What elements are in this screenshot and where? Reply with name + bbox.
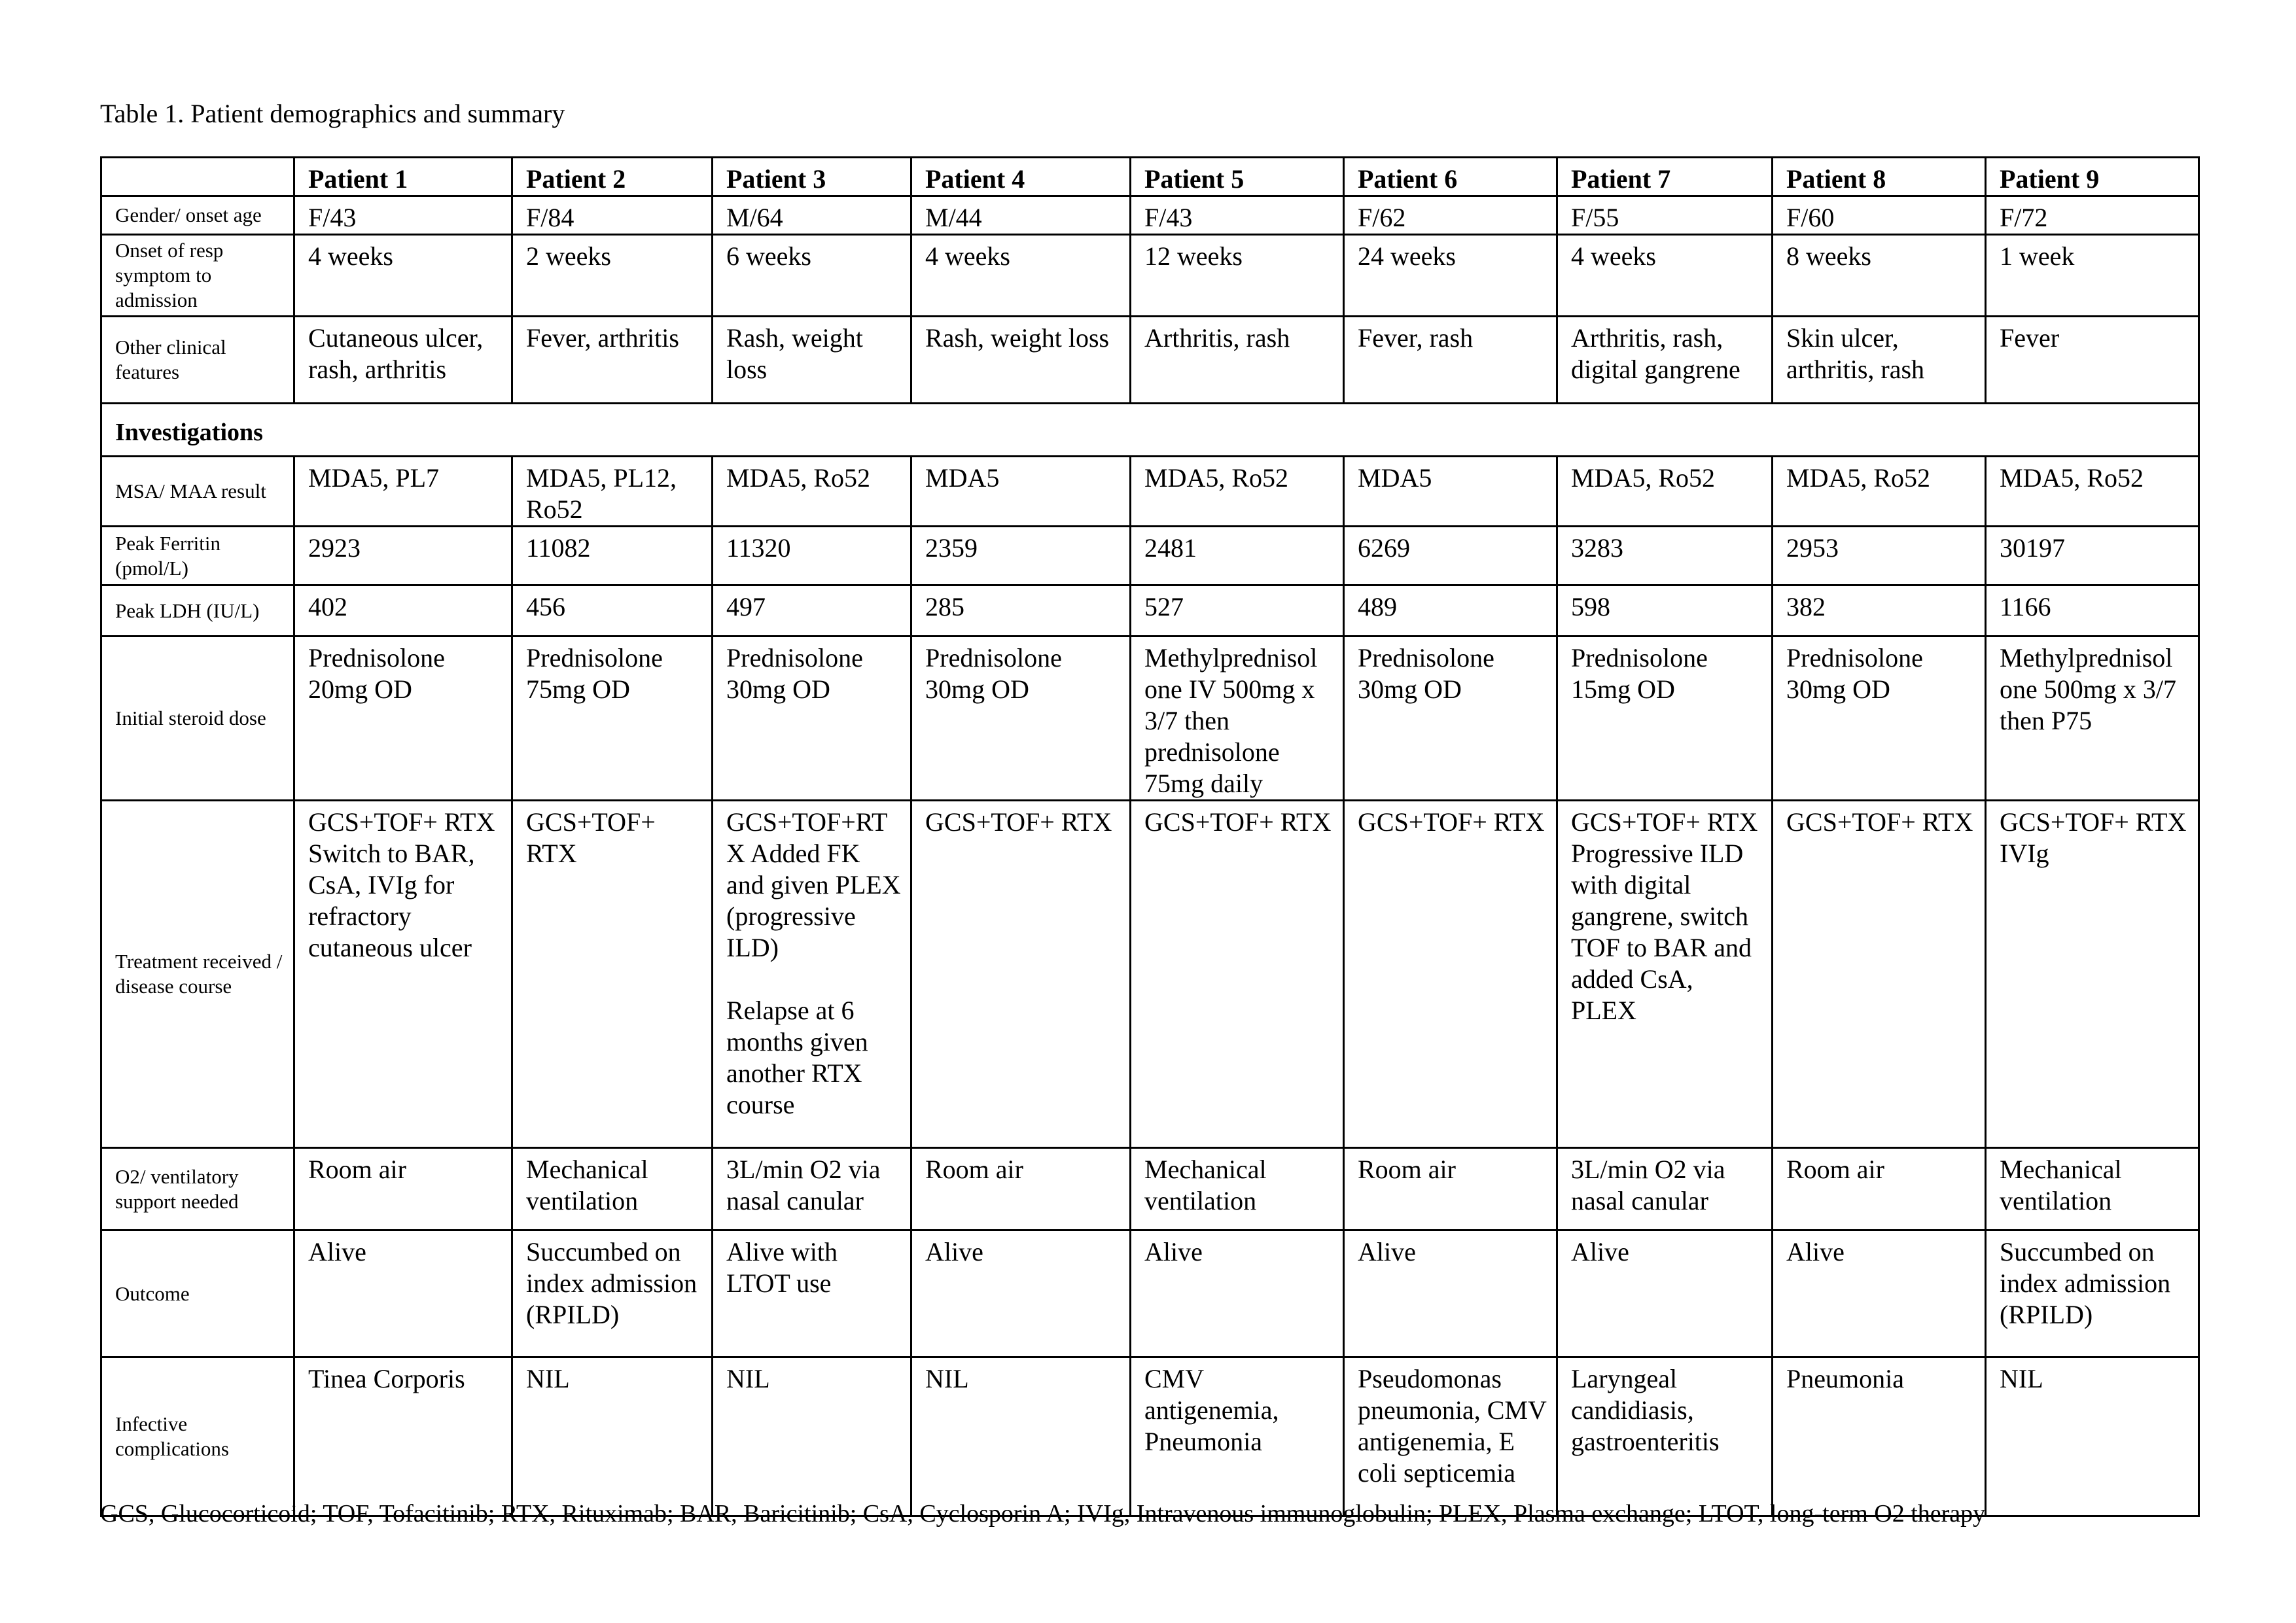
table-cell: Alive <box>1557 1230 1773 1357</box>
table-cell: 456 <box>512 585 713 637</box>
section-row <box>101 404 2199 457</box>
table-cell: Alive with LTOT use <box>713 1230 911 1357</box>
table-cell: GCS+TOF+ RTX <box>512 801 713 1148</box>
table-cell: MDA5, PL7 <box>294 457 512 527</box>
row-label: Treatment received / disease course <box>101 801 294 1148</box>
header-cell-patient-8: Patient 8 <box>1773 158 1986 196</box>
row-label: Initial steroid dose <box>101 637 294 801</box>
table-cell: 2359 <box>911 527 1131 585</box>
table-cell: 598 <box>1557 585 1773 637</box>
row-label: Peak LDH (IU/L) <box>101 585 294 637</box>
table-cell: 4 weeks <box>1557 235 1773 317</box>
table-cell: MDA5 <box>1344 457 1557 527</box>
table-cell: NIL <box>1986 1357 2199 1516</box>
row-label: Infective complications <box>101 1357 294 1516</box>
table-cell: Methylprednisol one IV 500mg x 3/7 then prednisolone 75mg daily <box>1131 637 1344 801</box>
table-footnote: GCS, Glucocorticoid; TOF, Tofacitinib; RTX, Rituximab; BAR, Baricitinib; CsA, Cyclosporin A; IVIg, Intravenous immunoglobulin; PLEX, Plasma exchange; LTOT, long-term O2 therapy <box>100 1500 1986 1527</box>
table-row <box>101 585 2199 637</box>
table-cell: NIL <box>512 1357 713 1516</box>
table-cell: 1 week <box>1986 235 2199 317</box>
table-cell: NIL <box>713 1357 911 1516</box>
table-cell: GCS+TOF+ RTX Switch to BAR, CsA, IVIg for refractory cutaneous ulcer <box>294 801 512 1148</box>
table-cell: F/72 <box>1986 196 2199 235</box>
table-cell: Fever, rash <box>1344 317 1557 404</box>
header-cell-patient-9: Patient 9 <box>1986 158 2199 196</box>
table-cell: Prednisolone 30mg OD <box>713 637 911 801</box>
table-row <box>101 1230 2199 1357</box>
table-cell: F/62 <box>1344 196 1557 235</box>
row-label: Peak Ferritin (pmol/L) <box>101 527 294 585</box>
table-cell: Pseudomonas pneumonia, CMV antigenemia, E coli septicemia <box>1344 1357 1557 1516</box>
table-row <box>101 637 2199 801</box>
table-cell: 527 <box>1131 585 1344 637</box>
table-cell: Rash, weight loss <box>911 317 1131 404</box>
table-cell: Rash, weight loss <box>713 317 911 404</box>
table-cell: Alive <box>1773 1230 1986 1357</box>
table-cell: Methylprednisol one 500mg x 3/7 then P75 <box>1986 637 2199 801</box>
row-label: O2/ ventilatory support needed <box>101 1148 294 1230</box>
table-cell: 12 weeks <box>1131 235 1344 317</box>
table-cell: Succumbed on index admission (RPILD) <box>1986 1230 2199 1357</box>
table-cell: 24 weeks <box>1344 235 1557 317</box>
table-cell: GCS+TOF+ RTX <box>1344 801 1557 1148</box>
table-cell: GCS+TOF+ RTX <box>1131 801 1344 1148</box>
table-cell: Room air <box>294 1148 512 1230</box>
table-cell: 2953 <box>1773 527 1986 585</box>
table-cell: Room air <box>911 1148 1131 1230</box>
table-cell: Alive <box>294 1230 512 1357</box>
patient-summary-table <box>100 156 2200 1517</box>
section-heading: Investigations <box>101 404 2199 457</box>
table-cell: GCS+TOF+ RTX <box>1773 801 1986 1148</box>
table-cell: 382 <box>1773 585 1986 637</box>
table-cell: 2923 <box>294 527 512 585</box>
table-cell: M/44 <box>911 196 1131 235</box>
table-cell: Room air <box>1344 1148 1557 1230</box>
table-cell: Fever, arthritis <box>512 317 713 404</box>
table-cell: CMV antigenemia, Pneumonia <box>1131 1357 1344 1516</box>
table-cell: GCS+TOF+RT X Added FK and given PLEX (progressive ILD) Relapse at 6 months given another RTX course <box>713 801 911 1148</box>
table-cell: Alive <box>1131 1230 1344 1357</box>
header-row <box>101 158 2199 196</box>
table-cell: GCS+TOF+ RTX Progressive ILD with digital gangrene, switch TOF to BAR and added CsA, PLEX <box>1557 801 1773 1148</box>
table-row <box>101 235 2199 317</box>
table-cell: MDA5 <box>911 457 1131 527</box>
table-cell: 2481 <box>1131 527 1344 585</box>
table-cell: M/64 <box>713 196 911 235</box>
table-cell: F/55 <box>1557 196 1773 235</box>
table-cell: MDA5, Ro52 <box>1131 457 1344 527</box>
table-row <box>101 1148 2199 1230</box>
table-cell: Pneumonia <box>1773 1357 1986 1516</box>
header-cell-patient-4: Patient 4 <box>911 158 1131 196</box>
header-cell-patient-7: Patient 7 <box>1557 158 1773 196</box>
table-cell: MDA5, Ro52 <box>1557 457 1773 527</box>
table-cell: 497 <box>713 585 911 637</box>
table-cell: GCS+TOF+ RTX IVIg <box>1986 801 2199 1148</box>
table-cell: MDA5, Ro52 <box>1773 457 1986 527</box>
table-cell: 3L/min O2 via nasal canular <box>713 1148 911 1230</box>
table-cell: Laryngeal candidiasis, gastroenteritis <box>1557 1357 1773 1516</box>
header-corner-cell <box>101 158 294 196</box>
table-cell: Arthritis, rash, digital gangrene <box>1557 317 1773 404</box>
table-cell: 6269 <box>1344 527 1557 585</box>
table-row <box>101 196 2199 235</box>
table-cell: F/43 <box>294 196 512 235</box>
table-cell: Fever <box>1986 317 2199 404</box>
table-caption: Table 1. Patient demographics and summary <box>100 99 565 128</box>
table-cell: Cutaneous ulcer, rash, arthritis <box>294 317 512 404</box>
table-cell: 30197 <box>1986 527 2199 585</box>
table-cell: Prednisolone 15mg OD <box>1557 637 1773 801</box>
table-cell: Prednisolone 75mg OD <box>512 637 713 801</box>
table-cell: F/43 <box>1131 196 1344 235</box>
table-cell: Skin ulcer, arthritis, rash <box>1773 317 1986 404</box>
table-cell: 4 weeks <box>294 235 512 317</box>
table-cell: Prednisolone 30mg OD <box>1773 637 1986 801</box>
table-cell: 4 weeks <box>911 235 1131 317</box>
header-cell-patient-3: Patient 3 <box>713 158 911 196</box>
table-cell: Prednisolone 30mg OD <box>1344 637 1557 801</box>
table-cell: Mechanical ventilation <box>1131 1148 1344 1230</box>
table-cell: 402 <box>294 585 512 637</box>
table-cell: 6 weeks <box>713 235 911 317</box>
table-cell: 11320 <box>713 527 911 585</box>
table-cell: Mechanical ventilation <box>512 1148 713 1230</box>
header-cell-patient-6: Patient 6 <box>1344 158 1557 196</box>
row-label: Gender/ onset age <box>101 196 294 235</box>
table-row <box>101 317 2199 404</box>
table-row <box>101 527 2199 585</box>
table-cell: 489 <box>1344 585 1557 637</box>
header-cell-patient-2: Patient 2 <box>512 158 713 196</box>
row-label: Onset of resp symptom to admission <box>101 235 294 317</box>
table-cell: GCS+TOF+ RTX <box>911 801 1131 1148</box>
table-cell: Tinea Corporis <box>294 1357 512 1516</box>
header-cell-patient-1: Patient 1 <box>294 158 512 196</box>
table-cell: Prednisolone 30mg OD <box>911 637 1131 801</box>
table-cell: 3L/min O2 via nasal canular <box>1557 1148 1773 1230</box>
header-cell-patient-5: Patient 5 <box>1131 158 1344 196</box>
table-cell: Mechanical ventilation <box>1986 1148 2199 1230</box>
table-row <box>101 457 2199 527</box>
table-cell: Alive <box>1344 1230 1557 1357</box>
table-cell: F/60 <box>1773 196 1986 235</box>
table-cell: Room air <box>1773 1148 1986 1230</box>
table-cell: Prednisolone 20mg OD <box>294 637 512 801</box>
table-cell: MDA5, Ro52 <box>1986 457 2199 527</box>
table-cell: 11082 <box>512 527 713 585</box>
table-row <box>101 1357 2199 1516</box>
table-cell: 3283 <box>1557 527 1773 585</box>
table-cell: Succumbed on index admission (RPILD) <box>512 1230 713 1357</box>
table-cell: Arthritis, rash <box>1131 317 1344 404</box>
table-cell: MDA5, Ro52 <box>713 457 911 527</box>
row-label: Outcome <box>101 1230 294 1357</box>
table-row <box>101 801 2199 1148</box>
table-cell: NIL <box>911 1357 1131 1516</box>
table-cell: Alive <box>911 1230 1131 1357</box>
table-cell: 2 weeks <box>512 235 713 317</box>
table-cell: 285 <box>911 585 1131 637</box>
table-cell: 1166 <box>1986 585 2199 637</box>
row-label: MSA/ MAA result <box>101 457 294 527</box>
table-cell: 8 weeks <box>1773 235 1986 317</box>
row-label: Other clinical features <box>101 317 294 404</box>
table-cell: F/84 <box>512 196 713 235</box>
table-cell: MDA5, PL12, Ro52 <box>512 457 713 527</box>
